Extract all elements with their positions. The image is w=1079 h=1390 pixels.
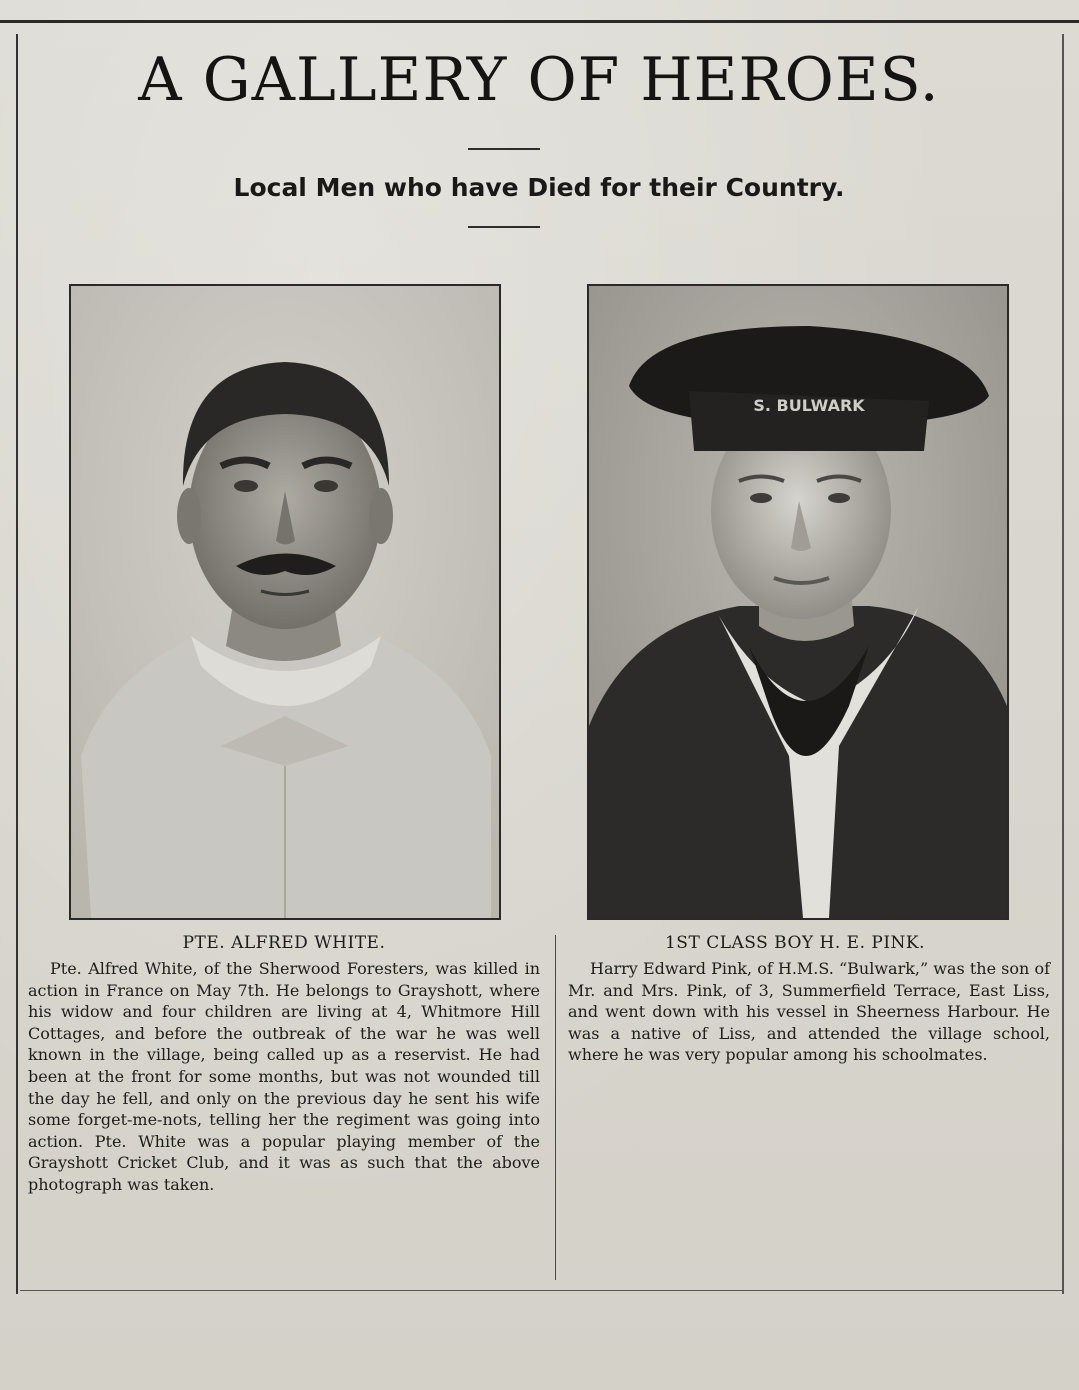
top-rule — [0, 20, 1079, 23]
headline: A GALLERY OF HEROES. — [138, 45, 940, 115]
portrait-man-moustache — [71, 286, 499, 918]
headline-divider — [468, 148, 540, 150]
left-column-rule — [16, 34, 18, 1294]
caption-alfred-white: PTE. ALFRED WHITE. — [182, 933, 386, 953]
subheadline-divider — [468, 226, 540, 228]
cap-band-text: S. BULWARK — [753, 396, 865, 415]
photo-h-e-pink — [587, 284, 1009, 920]
bottom-rule — [20, 1290, 1062, 1291]
subheadline: Local Men who have Died for their Country. — [233, 173, 845, 202]
photo-alfred-white — [69, 284, 501, 920]
caption-h-e-pink: 1ST CLASS BOY H. E. PINK. — [664, 933, 926, 953]
article-h-e-pink: Harry Edward Pink, of H.M.S. “Bulwark,” was the son of Mr. and Mrs. Pink, of 3, Summerfield Terrace, East Liss, and went down with his vessel in Sheerness Harbour. He was a native of Liss, and attended the village school, where he was very popular among his schoolmates. — [568, 959, 1050, 1065]
column-divider — [555, 935, 556, 1280]
portrait-sailor — [589, 286, 1007, 918]
right-column-rule — [1062, 34, 1064, 1294]
article-alfred-white: Pte. Alfred White, of the Sherwood Foresters, was killed in action in France on May 7th. He belongs to Grayshott, where his widow and four children are living at 4, Whitmore Hill Cottages, and before the outbreak of the war he was well known in the village, being called up as a reservist. He had been at the front for some months, but was not wounded till the day he fell, and only on the previous day he sent his wife some forget-me-nots, telling her the regiment was going into action. Pte. White was a popular playing member of the Grayshott Cricket Club, and it was as such that the above photograph was taken. — [28, 959, 540, 1194]
